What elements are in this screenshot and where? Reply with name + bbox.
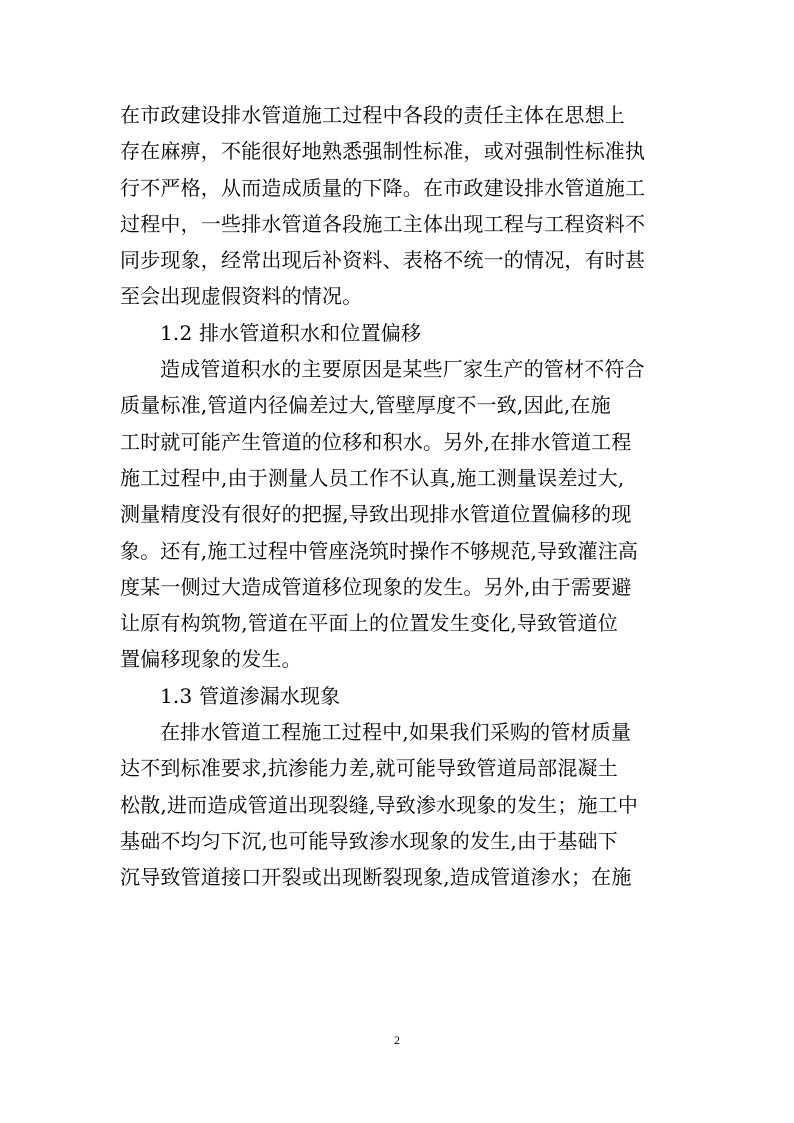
text-line: 存在麻痹，不能很好地熟悉强制性标准，或对强制性标准执 (120, 139, 646, 164)
text-line: 过程中，一些排水管道各段施工主体出现工程与工程资料不 (120, 211, 646, 236)
text-line: 测量精度没有很好的把握,导致出现排水管道位置偏移的现 (120, 502, 632, 527)
paragraph (120, 97, 678, 315)
text-line: 行不严格，从而造成质量的下降。在市政建设排水管道施工 (120, 175, 646, 200)
text-line: 质量标准,管道内径偏差过大,管壁厚度不一致,因此,在施 (120, 393, 611, 418)
section-heading: 1.3 管道渗漏水现象 (160, 683, 341, 708)
text-line: 在排水管道工程施工过程中,如果我们采购的管材质量 (160, 720, 632, 745)
text-line: 基础不均匀下沉,也可能导致渗水现象的发生,由于基础下 (120, 828, 618, 853)
text-line: 同步现象，经常出现后补资料、表格不统一的情况，有时甚 (120, 248, 646, 273)
text-line: 达不到标准要求,抗渗能力差,就可能导致管道局部混凝土 (120, 756, 618, 781)
text-line: 度某一侧过大造成管道移位现象的发生。另外,由于需要避 (120, 574, 632, 599)
text-line: 在市政建设排水管道施工过程中各段的责任主体在思想上 (120, 103, 625, 127)
text-line: 置偏移现象的发生。 (120, 647, 302, 672)
text-line: 沉导致管道接口开裂或出现断裂现象,造成管道渗水；在施 (120, 865, 632, 890)
text-line: 工时就可能产生管道的位移和积水。另外,在排水管道工程 (120, 429, 632, 454)
text-line: 松散,进而造成管道出现裂缝,导致渗水现象的发生；施工中 (120, 792, 639, 817)
text-line: 让原有构筑物,管道在平面上的位置发生变化,导致管道位 (120, 611, 618, 636)
text-line: 造成管道积水的主要原因是某些厂家生产的管材不符合 (160, 357, 645, 382)
paragraph (120, 714, 678, 895)
text-line: 象。还有,施工过程中管座浇筑时操作不够规范,导致灌注高 (120, 538, 639, 563)
text-line: 施工过程中,由于测量人员工作不认真,施工测量误差过大, (120, 465, 625, 490)
page-content (120, 97, 678, 896)
page-number: 2 (394, 1033, 400, 1047)
section-heading: 1.2 排水管道积水和位置偏移 (160, 320, 422, 345)
paragraph (120, 351, 678, 678)
text-line: 至会出现虚假资料的情况。 (120, 284, 363, 309)
